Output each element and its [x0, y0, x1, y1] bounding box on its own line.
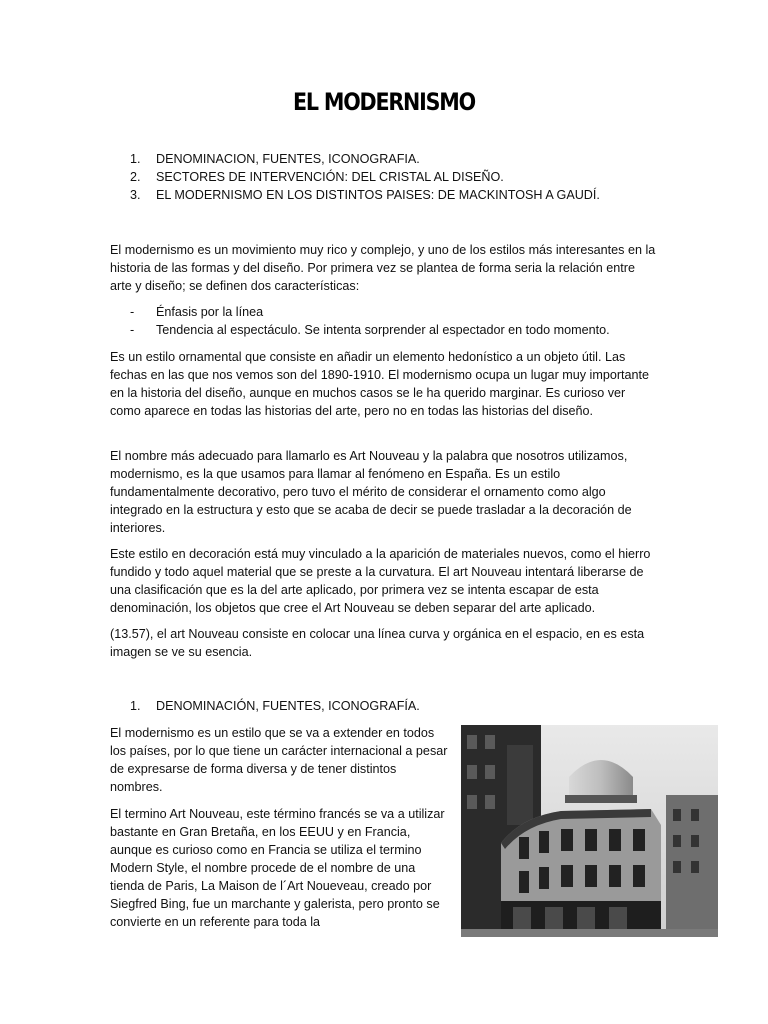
paragraph-curve: (13.57), el art Nouveau consiste en colocar una línea curva y orgánica en el espacio, en es esta imagen se ve su esencia. [110, 627, 645, 659]
index-item [130, 150, 710, 168]
bullet-list [130, 303, 670, 339]
index-text: DENOMINACION, FUENTES, ICONOGRAFIA. [156, 152, 420, 166]
index-number: 2. [130, 170, 141, 184]
building-photo [461, 725, 718, 937]
bullet-dash: - [130, 323, 135, 337]
bullet-dash: - [130, 305, 135, 319]
building-photo-icon [461, 725, 718, 937]
paragraph-term: El termino Art Nouveau, este término francés se va a utilizar bastante en Gran Bretaña, en los EEUU y en Francia, aunque es curioso como en Francia se utiliza el termino Modern Style, el nombre procede de el nombre de una tienda de Paris, La Maison de l´Art Noueveau, creado por Siegfred Bing, fue un marchante y galerista, pero pronto se convierte en un referente para toda la [110, 807, 445, 929]
bullet-item [130, 303, 670, 321]
intro-paragraph: El modernismo es un movimiento muy rico y complejo, y uno de los estilos más interesantes en la historia de las formas y del diseño. Por primera vez se plantea de forma seria la relación entre arte y diseño; se definen dos características: [110, 243, 656, 293]
section-text: DENOMINACIÓN, FUENTES, ICONOGRAFÍA. [156, 699, 420, 713]
section-number: 1. [130, 699, 141, 713]
bullet-item [130, 321, 670, 339]
index-number: 3. [130, 188, 141, 202]
page-title: EL MODERNISMO [293, 88, 475, 116]
index-text: EL MODERNISMO EN LOS DISTINTOS PAISES: DE MACKINTOSH A GAUDÍ. [156, 188, 600, 202]
bullet-text: Tendencia al espectáculo. Se intenta sorprender al espectador en todo momento. [156, 323, 610, 337]
section-item [130, 697, 710, 715]
index-number: 1. [130, 152, 141, 166]
index-item [130, 168, 710, 186]
paragraph-art-nouveau-name: El nombre más adecuado para llamarlo es Art Nouveau y la palabra que nosotros utilizamos, modernismo, es la que usamos para llamar al fenómeno en España. Es un estilo fundamentalmente decorativo, pero tuvo el mérito de considerar el ornamento como algo integrado en la estructura y esto que se acaba de decir se puede trasladar a la decoración de interiores. [110, 449, 632, 535]
index-item [130, 186, 710, 204]
paragraph-international: El modernismo es un estilo que se va a extender en todos los países, por lo que tiene un carácter internacional a pesar de expresarse de forma diversa y de tener distintos nombres. [110, 726, 448, 794]
index-list [130, 150, 710, 204]
bullet-text: Énfasis por la línea [156, 305, 264, 319]
paragraph-ornamental: Es un estilo ornamental que consiste en añadir un elemento hedonístico a un objeto útil. Las fechas en las que nos vemos son del 1890-1910. El modernismo ocupa un lugar muy importante en la historia del diseño, aunque en muchos casos se le ha querido marginar. Es curioso ver como aparece en todas las historias del arte, pero no en todas las historias del diseño. [110, 350, 650, 418]
section-heading [130, 697, 710, 715]
index-text: SECTORES DE INTERVENCIÓN: DEL CRISTAL AL DISEÑO. [156, 170, 504, 184]
paragraph-materials: Este estilo en decoración está muy vinculado a la aparición de materiales nuevos, como el hierro fundido y todo aquel material que se preste a la curvatura. El art Nouveau intentará liberarse de una clasificación que es la del arte aplicado, por primera vez se intenta escapar de esta denominación, los objetos que cree el Art Nouveau se deben separar del arte aplicado. [110, 547, 651, 615]
